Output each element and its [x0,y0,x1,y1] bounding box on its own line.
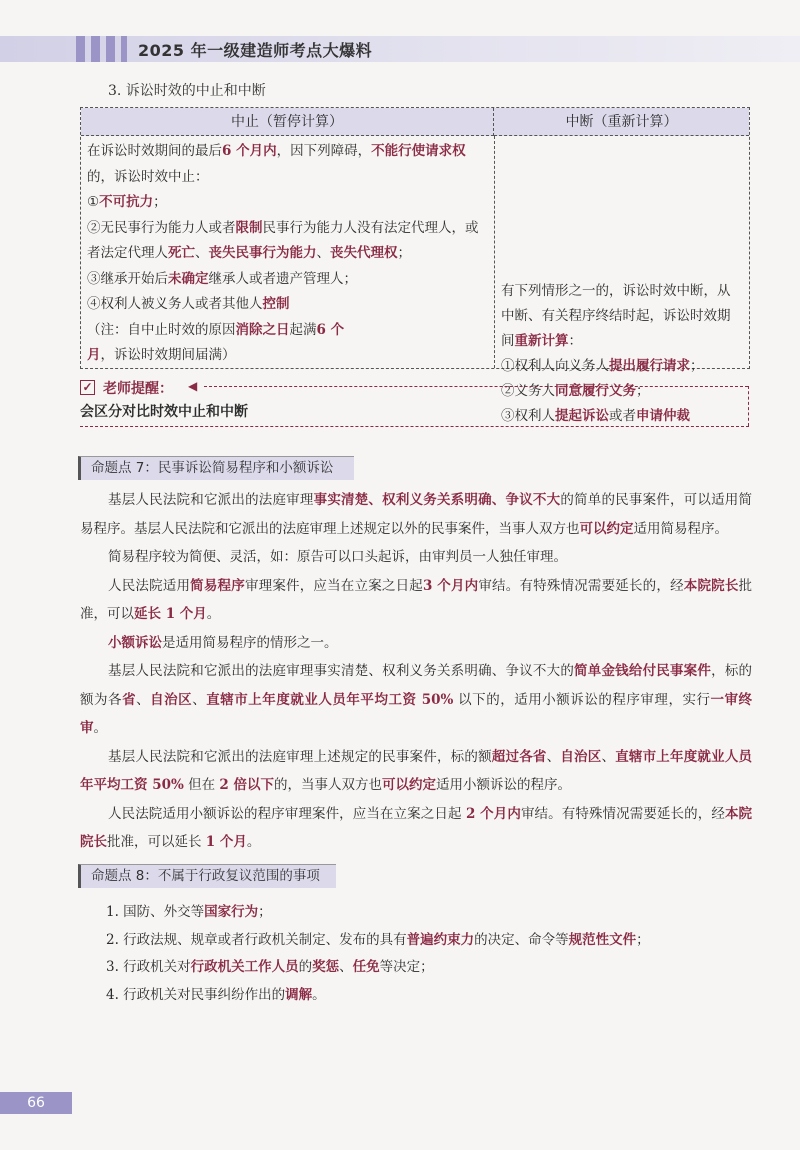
header-suspension: 中止（暂停计算） [81,108,494,136]
arrow-left-icon: ◀ [188,379,198,393]
table-subtitle: 3. 诉讼时效的中止和中断 [108,83,266,99]
list-item: 1. 国防、外交等国家行为； [106,904,272,920]
header-bar-decoration [121,36,127,62]
header-title: 2025 年一级建造师考点大爆料 [138,41,373,60]
section-8-list [106,899,746,1009]
suspension-intro: 在诉讼时效期间的最后6 个月内，因下列障碍，不能行使请求权的，诉讼时效中止： [87,143,466,185]
paragraph: 基层人民法院和它派出的法庭审理事实清楚、权利义务关系明确、争议不大的简单金钱给付民事案件，标的额为各省、自治区、直辖市上年度就业人员年平均工资 50% 以下的，适用小额诉讼的程序审理，实行一审终审。 [80,663,753,736]
tip-text: 会区分对比时效中止和中断 [80,404,248,420]
column-divider [494,136,495,368]
list-item: 3. 行政机关对行政机关工作人员的奖惩、任免等决定； [106,959,434,975]
list-item: 4. 行政机关对民事纠纷作出的调解。 [106,986,326,1003]
interruption-item-2: ②义务人同意履行义务； [501,383,650,399]
header-bar-decoration [91,36,100,62]
header-bar-decoration [106,36,115,62]
section-7-body [80,486,752,857]
interruption-item-3: ③权利人提起诉讼或者申请仲裁 [501,408,690,424]
header-interruption: 中断（重新计算） [494,108,749,136]
suspension-item-3: ③继承开始后未确定继承人或者遗产管理人； [87,270,357,287]
section-7-heading: 命题点 7：民事诉讼简易程序和小额诉讼 [78,456,354,480]
header-bar-decoration [76,36,85,62]
suspension-item-2: ②无民事行为能力人或者限制民事行为能力人没有法定代理人，或者法定代理人死亡、丧失民事行为能力、丧失代理权； [87,219,479,261]
list-item: 2. 行政法规、规章或者行政机关制定、发布的具有普遍约束力的决定、命令等规范性文件； [106,931,650,948]
checkbox-icon: ✓ [80,380,95,395]
page-header [0,36,800,62]
suspension-item-4: ④权利人被义务人或者其他人控制 [87,296,290,312]
paragraph: 简易程序较为简便、灵活，如：原告可以口头起诉，由审判员一人独任审理。 [108,549,567,565]
interruption-item-1: ①权利人向义务人提出履行请求； [501,358,704,374]
tip-divider [204,386,748,387]
suspension-item-1: ①不可抗力； [87,194,167,210]
paragraph: 小额诉讼是适用简易程序的情形之一。 [108,634,338,651]
suspension-note: （注：自中止时效的原因消除之日起满6 个月，诉讼时效期间届满） [87,321,345,363]
suspension-cell [87,139,487,369]
paragraph: 基层人民法院和它派出的法庭审理上述规定的民事案件，标的额超过各省、自治区、直辖市上年度就业人员年平均工资 50% 但在 2 倍以下的，当事人双方也可以约定适用小额诉讼的程序。 [80,748,753,793]
paragraph: 人民法院适用简易程序审理案件，应当在立案之日起3 个月内审结。有特殊情况需要延长的，经本院院长批准，可以延长 1 个月。 [80,577,753,622]
paragraph: 基层人民法院和它派出的法庭审理事实清楚、权利义务关系明确、争议不大的简单的民事案件，可以适用简易程序。基层人民法院和它派出的法庭审理上述规定以外的民事案件，当事人双方也可以约定适用简易程序。 [80,492,753,537]
teacher-tip-box [80,374,750,428]
paragraph: 人民法院适用小额诉讼的程序审理案件，应当在立案之日起 2 个月内审结。有特殊情况需要延长的，经本院院长批准，可以延长 1 个月。 [80,805,753,850]
page-number: 66 [0,1092,72,1114]
section-8-heading: 命题点 8：不属于行政复议范围的事项 [78,864,336,888]
tip-label: 老师提醒： [103,381,173,397]
tip-border-bottom [80,426,749,427]
interruption-intro: 有下列情形之一的，诉讼时效中断，从中断、有关程序终结时起，诉讼时效期间重新计算： [501,283,731,349]
tip-border-right [748,386,749,426]
